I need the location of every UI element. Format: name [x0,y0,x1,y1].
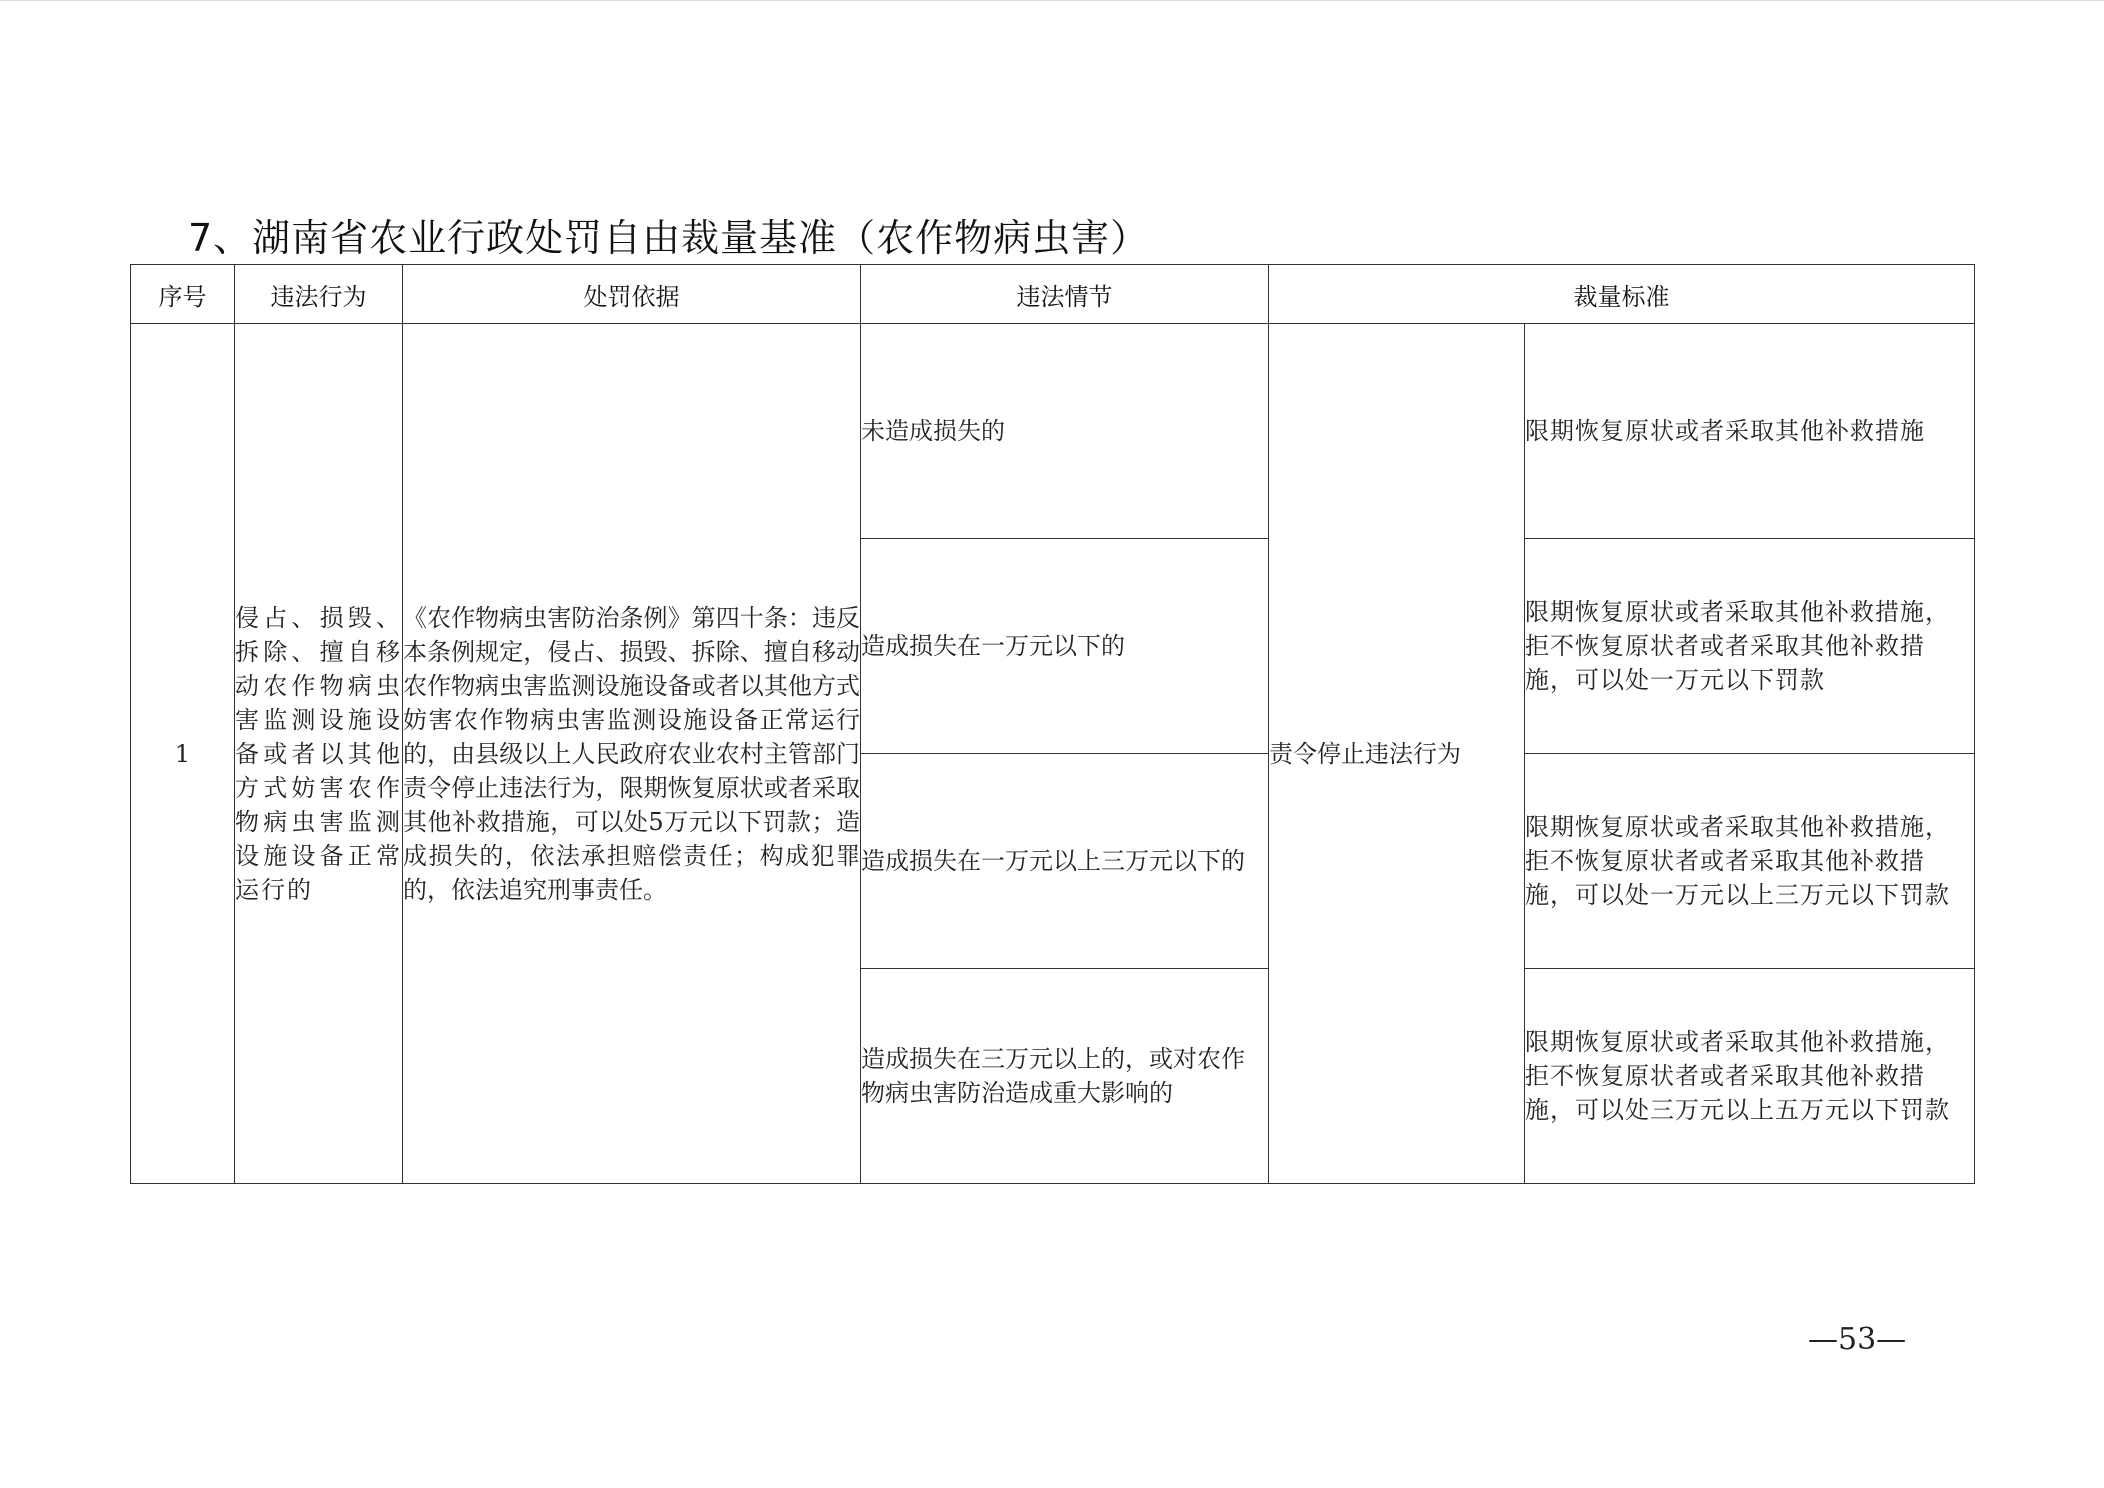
cell-circumstance-level-4: 造成损失在三万元以上的，或对农作物病虫害防治造成重大影响的 [861,969,1269,1184]
cell-standard-level-3: 限期恢复原状或者采取其他补救措施，拒不恢复原状者或者采取其他补救措施，可以处一万元以上三万元以下罚款 [1525,754,1975,969]
page-top-edge [0,0,2104,1]
document-title: 7、湖南省农业行政处罚自由裁量基准（农作物病虫害） [188,216,1150,260]
header-seq: 序号 [131,265,235,324]
table-row [131,324,1975,539]
page-number: —53— [1808,1322,1907,1357]
cell-order-stop: 责令停止违法行为 [1269,324,1525,1184]
header-illegal-circumstance: 违法情节 [861,265,1269,324]
cell-circumstance-level-2: 造成损失在一万元以下的 [861,539,1269,754]
cell-standard-level-4: 限期恢复原状或者采取其他补救措施，拒不恢复原状者或者采取其他补救措施，可以处三万元以上五万元以下罚款 [1525,969,1975,1184]
cell-circumstance-level-1: 未造成损失的 [861,324,1269,539]
table-header-row [131,265,1975,324]
cell-illegal-act: 侵占、损毁、拆除、擅自移动农作物病虫害监测设施设备或者以其他方式妨害农作物病虫害监测设施设备正常运行的 [235,324,403,1184]
cell-seq: 1 [131,324,235,1184]
header-discretion-standard: 裁量标准 [1269,265,1975,324]
cell-penalty-basis: 《农作物病虫害防治条例》第四十条：违反本条例规定，侵占、损毁、拆除、擅自移动农作物病虫害监测设施设备或者以其他方式妨害农作物病虫害监测设施设备正常运行的，由县级以上人民政府农业农村主管部门责令停止违法行为，限期恢复原状或者采取其他补救措施，可以处5万元以下罚款；造成损失的，依法承担赔偿责任；构成犯罪的，依法追究刑事责任。 [403,324,861,1184]
cell-standard-level-1: 限期恢复原状或者采取其他补救措施 [1525,324,1975,539]
cell-circumstance-level-3: 造成损失在一万元以上三万元以下的 [861,754,1269,969]
discretion-standard-table [130,264,1975,1184]
cell-standard-level-2: 限期恢复原状或者采取其他补救措施，拒不恢复原状者或者采取其他补救措施，可以处一万元以下罚款 [1525,539,1975,754]
header-penalty-basis: 处罚依据 [403,265,861,324]
header-illegal-act: 违法行为 [235,265,403,324]
